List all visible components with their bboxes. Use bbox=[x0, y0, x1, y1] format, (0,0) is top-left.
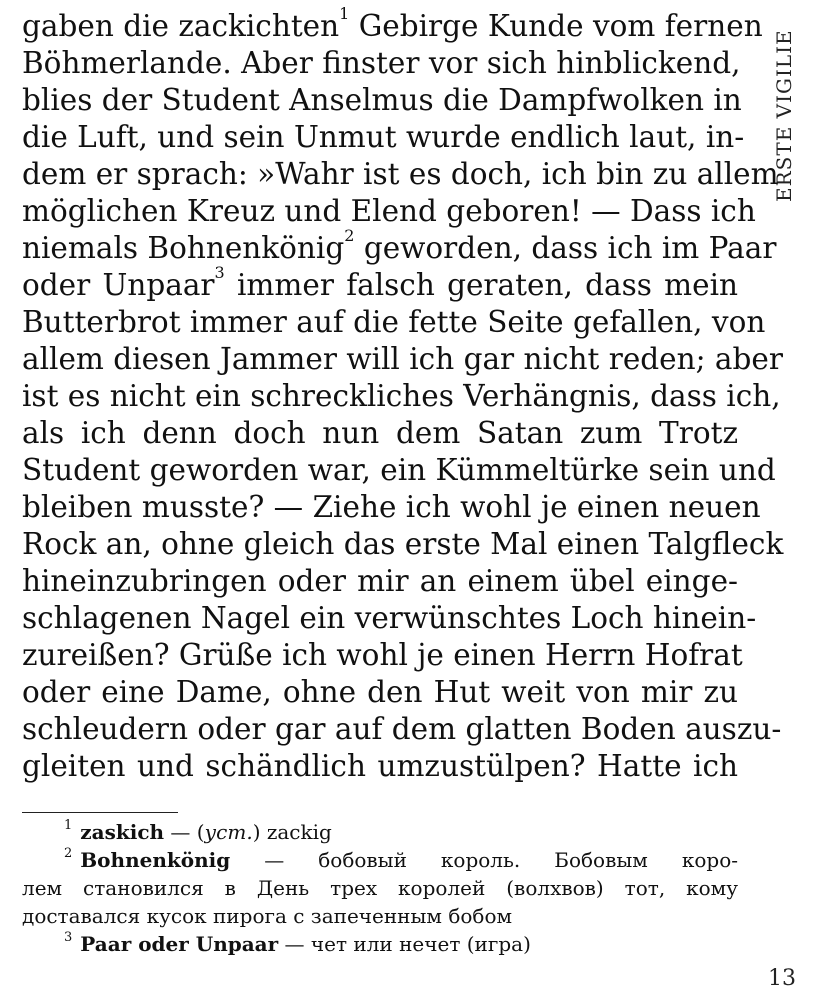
footnote-1: $^1$ zaskich — (уст.) zackig bbox=[64, 818, 332, 844]
text-line: Student geworden war, ein Kümmeltürke sein und bbox=[22, 453, 776, 487]
footnote-3: $^3$ Paar oder Unpaar — чет или нечет (игра) bbox=[64, 930, 531, 956]
text-line: allem diesen Jammer will ich gar nicht reden; aber bbox=[22, 342, 783, 376]
footnote-ref[interactable]: 1 bbox=[339, 4, 350, 23]
text-line: Butterbrot immer auf die fette Seite gefallen, von bbox=[22, 305, 766, 339]
text-line: möglichen Kreuz und Elend geboren! — Dass ich bbox=[22, 194, 756, 228]
footnote-number: 1 bbox=[64, 818, 73, 833]
text-line: oder Unpaar$^3$ immer falsch geraten, dass mein bbox=[22, 263, 738, 302]
text-line: die Luft, und sein Unmut wurde endlich laut, in- bbox=[22, 120, 745, 154]
footnote-ref[interactable]: 3 bbox=[214, 263, 225, 282]
text-line: hineinzubringen oder mir an einem übel einge- bbox=[22, 564, 738, 598]
running-head: ERSTE VIGILIE bbox=[772, 29, 796, 202]
text-line: dem er sprach: »Wahr ist es doch, ich bin zu allem bbox=[22, 157, 779, 191]
footnote-number: 3 bbox=[64, 930, 73, 945]
text-line: niemals Bohnenkönig$^2$ geworden, dass ich im Paar bbox=[22, 226, 777, 265]
text-line: bleiben musste? — Ziehe ich wohl je einen neuen bbox=[22, 490, 761, 524]
footnote-2: $^2$ Bohnenkönig — бобовый король. Бобовым коро- bbox=[64, 846, 738, 872]
footnote-2-line: доставался кусок пирога с запеченным бобом bbox=[22, 904, 513, 928]
text-line: Böhmerlande. Aber finster vor sich hinblickend, bbox=[22, 46, 741, 80]
text-line: gleiten und schändlich umzustülpen? Hatte ich bbox=[22, 749, 738, 783]
text-line: zureißen? Grüße ich wohl je einen Herrn Hofrat bbox=[22, 638, 743, 672]
text-line: schlagenen Nagel ein verwünschtes Loch hinein- bbox=[22, 601, 757, 635]
text-line: oder eine Dame, ohne den Hut weit von mir zu bbox=[22, 675, 738, 709]
text-line: blies der Student Anselmus die Dampfwolken in bbox=[22, 83, 742, 117]
text-line: als ich denn doch nun dem Satan zum Trotz bbox=[22, 416, 738, 450]
footnote-divider bbox=[22, 812, 178, 813]
text-line: Rock an, ohne gleich das erste Mal einen Talgfleck bbox=[22, 527, 784, 561]
page-number: 13 bbox=[768, 966, 796, 991]
footnote-number: 2 bbox=[64, 846, 73, 861]
text-line: ist es nicht ein schreckliches Verhängnis, dass ich, bbox=[22, 379, 781, 413]
text-line: schleudern oder gar auf dem glatten Boden auszu- bbox=[22, 712, 782, 746]
text-line: gaben die zackichten$^1$ Gebirge Kunde vom fernen bbox=[22, 4, 763, 43]
footnote-ref[interactable]: 2 bbox=[344, 226, 355, 245]
footnote-2-line: лем становился в День трех королей (волхвов) тот, кому bbox=[22, 876, 738, 900]
